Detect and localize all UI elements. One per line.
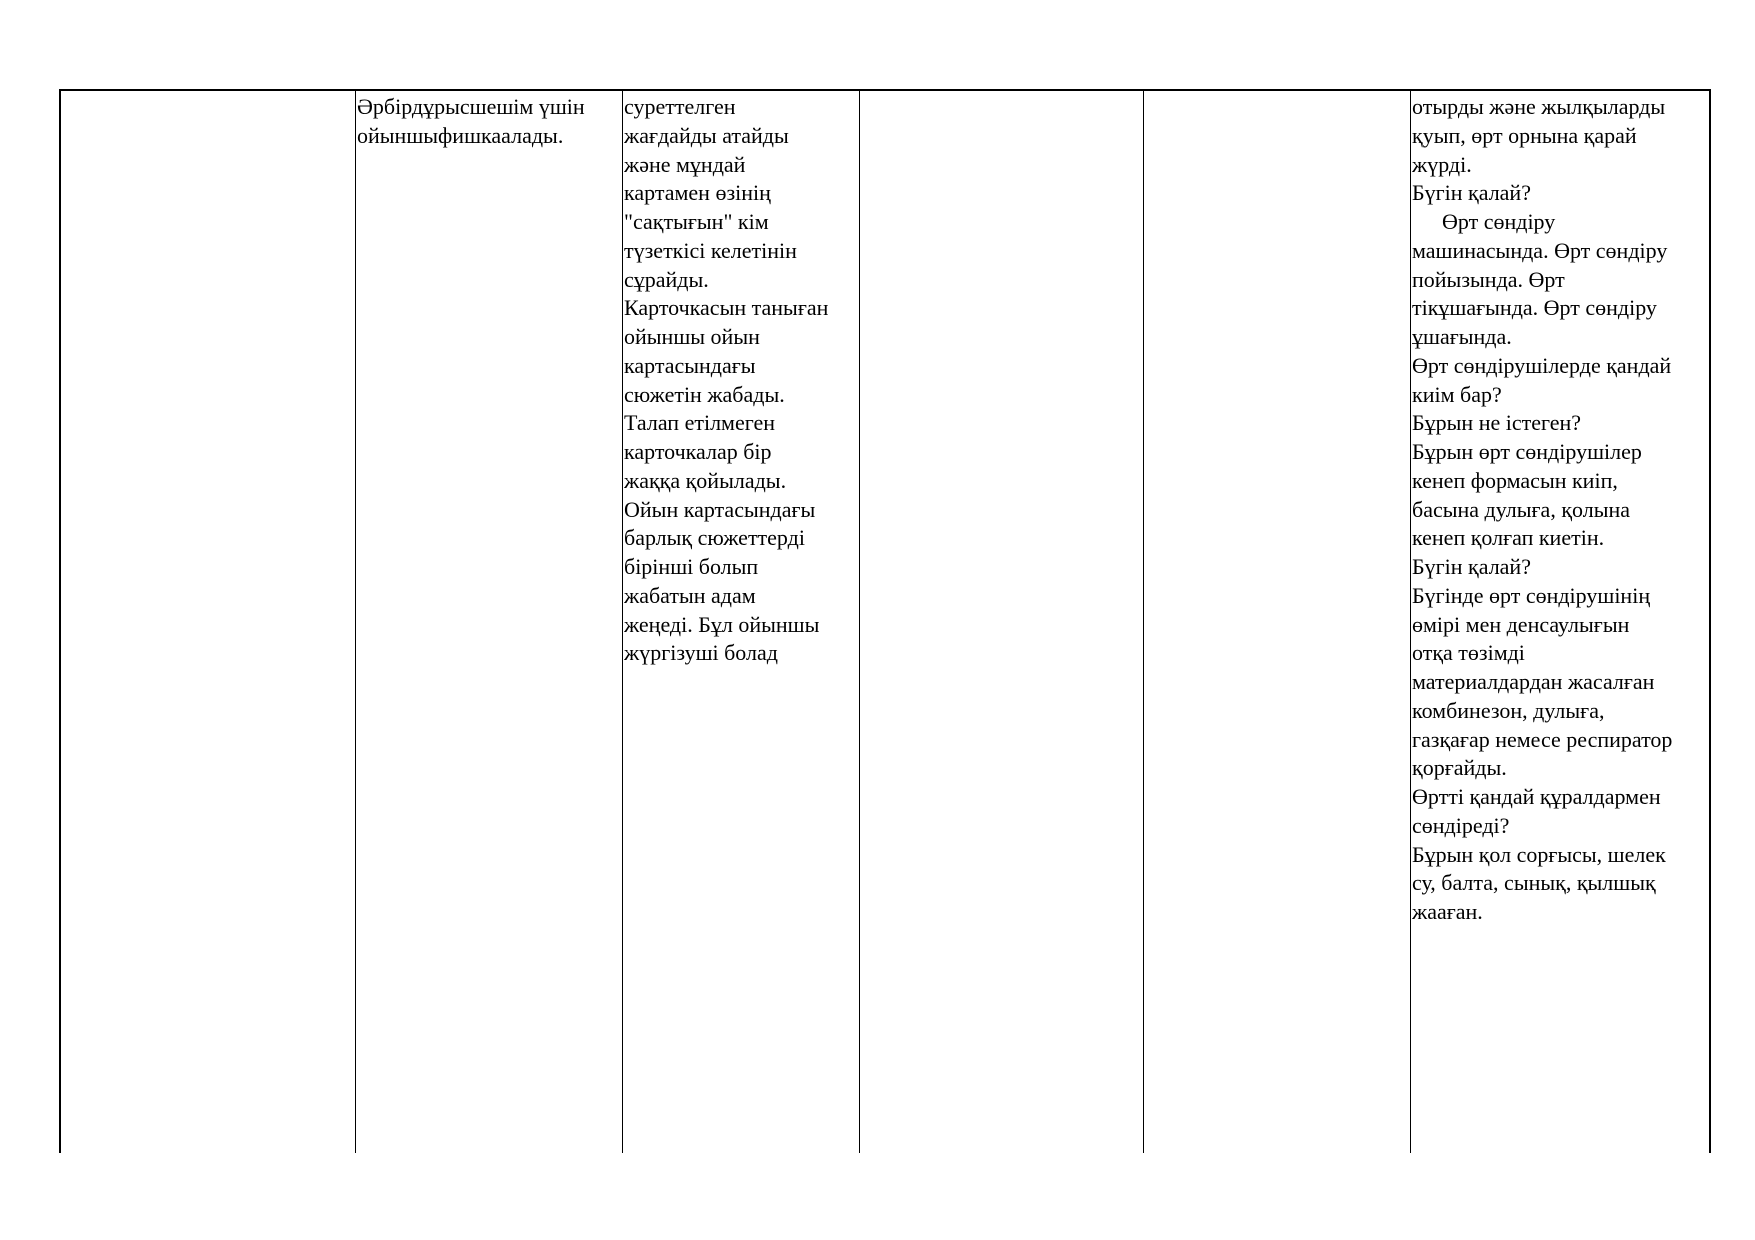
cell-text-line: суреттелген	[624, 94, 736, 119]
cell-text-line: сюжетін жабады.	[624, 381, 785, 407]
cell-text-line: ойыншы ойын	[624, 324, 760, 349]
cell-text-line: жаққа қойылады.	[624, 467, 787, 493]
column-divider-2	[622, 89, 623, 1153]
cell-text-line: Өртті қандай құралдармен	[1412, 784, 1661, 809]
cell-text-line: қуып, өрт орнына қарай	[1412, 122, 1637, 148]
cell-text-line: жааған.	[1412, 899, 1483, 924]
cell-text-line: газқағар немесе респиратор	[1412, 726, 1673, 752]
cell-text-line: жүргізуші болад	[624, 640, 778, 666]
cell-text-line: пойызында. Өрт	[1412, 266, 1565, 292]
table-cell-col6	[1412, 93, 1709, 927]
table-border-left	[59, 89, 61, 1153]
cell-text-line: Өрт сөндірушілерде қандай	[1412, 352, 1672, 378]
column-divider-5	[1410, 89, 1411, 1153]
cell-text-line: қорғайды.	[1412, 755, 1507, 781]
cell-text-line: отқа төзімді	[1412, 640, 1525, 666]
cell-text-line: бірінші болып	[624, 554, 759, 579]
table-border-right	[1709, 89, 1711, 1153]
cell-text-line: Бұрын не істеген?	[1412, 410, 1582, 436]
cell-text-line: ойыншыфишкаалады.	[357, 122, 564, 148]
cell-text-line: жеңеді. Бұл ойыншы	[624, 611, 820, 637]
cell-text-line: комбинезон, дулыға,	[1412, 697, 1605, 723]
cell-text-line: тікұшағында. Өрт сөндіру	[1412, 295, 1657, 321]
cell-text-line: Бүгін қалай?	[1412, 554, 1531, 579]
cell-text-line: түзеткісі келетінін	[624, 237, 797, 263]
cell-text-line: Талап етілмеген	[624, 410, 776, 436]
cell-text-line: және мұндай	[624, 151, 746, 177]
cell-text-line: машинасында. Өрт сөндіру	[1412, 237, 1668, 263]
cell-text-line: Бүгін қалай?	[1412, 180, 1531, 206]
cell-text-line: Бұрын қол сорғысы, шелек	[1412, 841, 1666, 867]
cell-text-line: кенеп формасын киіп,	[1412, 467, 1618, 493]
cell-text-line: Бұрын өрт сөндірушілер	[1412, 439, 1642, 464]
cell-text-line: Өрт сөндіру	[1442, 209, 1556, 234]
cell-text-line: сұрайды.	[624, 266, 709, 292]
cell-text-line: өмірі мен денсаулығын	[1412, 611, 1630, 637]
cell-text-line: жүрді.	[1412, 151, 1472, 177]
cell-text-line: жағдайды атайды	[624, 122, 789, 148]
cell-text-line: киім бар?	[1412, 381, 1502, 407]
cell-text-line: Ойын картасындағы	[624, 496, 816, 522]
cell-text-line: картасындағы	[624, 352, 756, 378]
column-divider-1	[355, 89, 356, 1153]
cell-text-line: су, балта, сынық, қылшық	[1412, 870, 1656, 896]
cell-text-line: ұшағында.	[1412, 324, 1512, 349]
table-cell-col3	[624, 93, 859, 668]
cell-text-line: сөндіреді?	[1412, 812, 1510, 838]
table-cell-col2	[357, 93, 622, 151]
cell-text-line: Әрбірдұрысшешім үшін	[357, 94, 585, 119]
cell-text-line: Карточкасын таныған	[624, 295, 829, 321]
cell-text-line: кенеп қолғап киетін.	[1412, 525, 1605, 551]
cell-text-line: Бүгінде өрт сөндірушінің	[1412, 582, 1651, 608]
cell-text-line: отырды және жылқыларды	[1412, 94, 1666, 119]
column-divider-3	[859, 89, 860, 1153]
cell-text-line: картамен өзінің	[624, 180, 771, 206]
cell-text-line: "сақтығын" кім	[624, 209, 769, 234]
cell-text-line: басына дулыға, қолына	[1412, 496, 1631, 522]
cell-text-line: жабатын адам	[624, 582, 756, 608]
cell-text-line: барлық сюжеттерді	[624, 525, 805, 551]
column-divider-4	[1143, 89, 1144, 1153]
cell-text-line: материалдардан жасалған	[1412, 669, 1655, 694]
cell-text-line: карточкалар бір	[624, 439, 772, 464]
